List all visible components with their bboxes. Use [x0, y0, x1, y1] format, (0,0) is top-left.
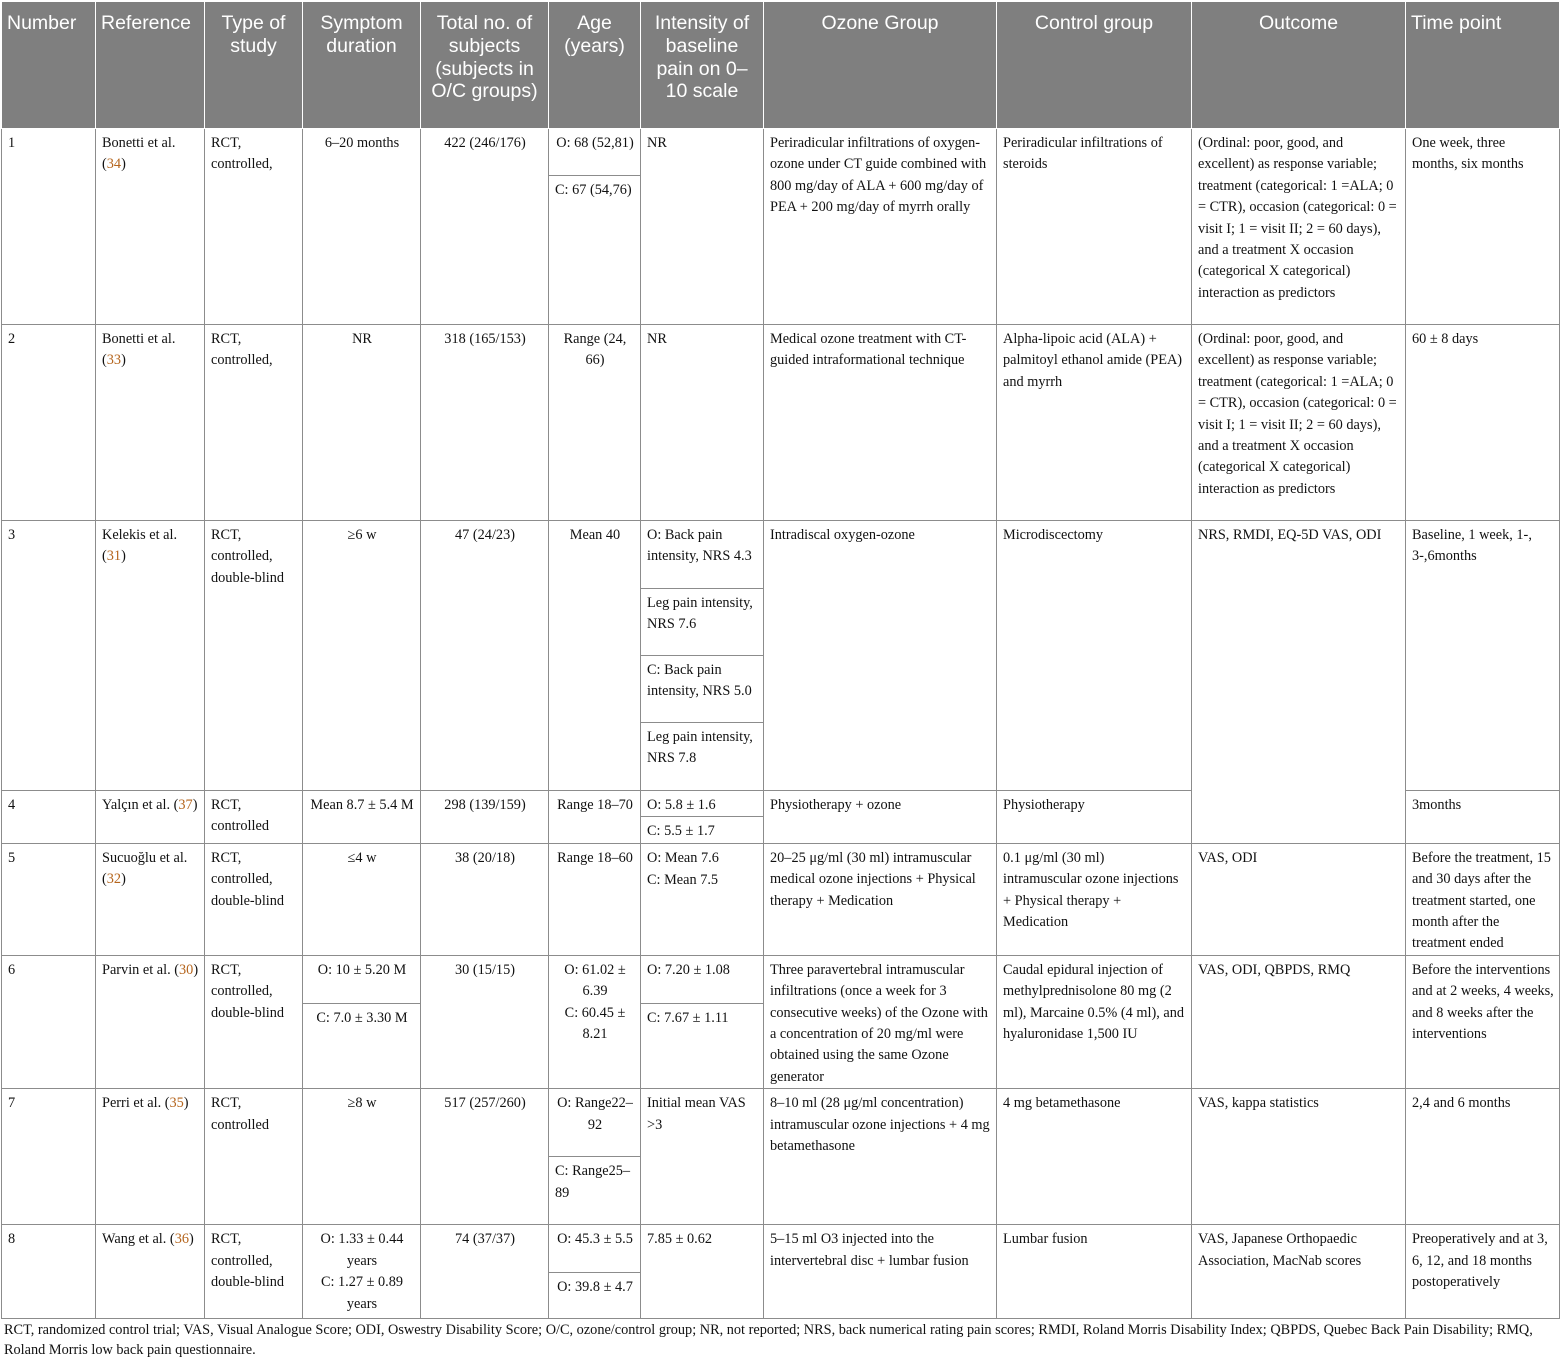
row-total: 47 (24/23): [421, 521, 549, 791]
row-intensity-ozone: O: 5.8 ± 1.6: [641, 791, 764, 817]
header-baseline-pain: Intensity of baseline pain on 0–10 scale: [641, 2, 764, 129]
row-intensity-control: C: 7.67 ± 1.11: [641, 1003, 764, 1089]
row-duration: ≥8 w: [303, 1089, 421, 1225]
row-total: 517 (257/260): [421, 1089, 549, 1225]
row-duration: NR: [303, 325, 421, 521]
row-intensity-control: C: Mean 7.5: [641, 870, 764, 955]
row-intensity-control-back: C: Back pain intensity, NRS 5.0: [641, 656, 764, 723]
row-number: 8: [2, 1225, 96, 1318]
header-number: Number: [2, 2, 96, 129]
row-total: 30 (15/15): [421, 955, 549, 1088]
row-time-point: 60 ± 8 days: [1406, 325, 1560, 521]
row-ozone-group: Intradiscal oxygen-ozone: [764, 521, 997, 791]
header-reference: Reference: [96, 2, 205, 129]
row-age: Range 18–70: [549, 791, 641, 844]
row-intensity-control-leg: Leg pain intensity, NRS 7.8: [641, 723, 764, 791]
row-time-point: Preoperatively and at 3, 6, 12, and 18 months postoperatively: [1406, 1225, 1560, 1318]
header-control-group: Control group: [997, 2, 1192, 129]
row-control-group: 4 mg betamethasone: [997, 1089, 1192, 1225]
row-duration: 6–20 months: [303, 129, 421, 325]
row-age-control: C: Range25–89: [549, 1157, 641, 1225]
header-symptom-duration: Symptom duration: [303, 2, 421, 129]
reference-link[interactable]: 34: [106, 156, 122, 173]
row-duration-control: C: 7.0 ± 3.30 M: [303, 1003, 421, 1089]
row-total: 74 (37/37): [421, 1225, 549, 1318]
row-number: 2: [2, 325, 96, 521]
reference-author: Wang et al.: [102, 1231, 167, 1248]
row-type: RCT, controlled,: [205, 129, 303, 325]
row-age: Range (24, 66): [549, 325, 641, 521]
row-number: 6: [2, 955, 96, 1088]
row-control-group: Physiotherapy: [997, 791, 1192, 844]
header-row: [2, 2, 1560, 129]
row-age-ozone: O: 61.02 ± 6.39: [549, 955, 641, 1003]
row-duration: ≤4 w: [303, 843, 421, 955]
row-outcome: NRS, RMDI, EQ-5D VAS, ODI: [1192, 521, 1406, 844]
table-row: [2, 521, 1560, 589]
row-outcome: (Ordinal: poor, good, and excellent) as response variable; treatment (categorical: 1 =ALA; 0 = CTR), occasion (categorical: 0 = visit I; 1 = visit II; 2 = 60 days), and a treatment X occasion (categorical X categorical) interaction as predictors: [1192, 325, 1406, 521]
reference-link[interactable]: 32: [106, 871, 122, 888]
row-intensity: 7.85 ± 0.62: [641, 1225, 764, 1318]
reference-author: Sucuoğlu et al.: [102, 849, 188, 866]
row-type: RCT, controlled,: [205, 325, 303, 521]
row-age-ozone: O: Range22–92: [549, 1089, 641, 1157]
row-duration-ozone: O: 10 ± 5.20 M: [303, 955, 421, 1003]
row-type: RCT, controlled, double-blind: [205, 1225, 303, 1318]
row-number: 3: [2, 521, 96, 791]
row-age-ozone: O: 45.3 ± 5.5: [549, 1225, 641, 1272]
row-reference: Yalçın et al. (37): [96, 791, 205, 844]
row-reference: Parvin et al. (30): [96, 955, 205, 1088]
row-intensity: NR: [641, 129, 764, 325]
row-reference: Bonetti et al. (34): [96, 129, 205, 325]
row-control-group: Periradicular infiltrations of steroids: [997, 129, 1192, 325]
row-control-group: Caudal epidural injection of methylprednisolone 80 mg (2 ml), Marcaine 0.5% (4 ml), and hyaluronidase 1,500 IU: [997, 955, 1192, 1088]
row-type: RCT, controlled, double-blind: [205, 843, 303, 955]
row-outcome: VAS, ODI: [1192, 843, 1406, 955]
reference-link[interactable]: 36: [174, 1231, 189, 1248]
row-type: RCT, controlled: [205, 1089, 303, 1225]
reference-link[interactable]: 31: [106, 548, 122, 565]
row-intensity: NR: [641, 325, 764, 521]
row-type: RCT, controlled: [205, 791, 303, 844]
row-duration-control: C: 1.27 ± 0.89 years: [303, 1272, 421, 1318]
table-row: [2, 843, 1560, 870]
row-intensity-ozone-back: O: Back pain intensity, NRS 4.3: [641, 521, 764, 589]
row-ozone-group: 5–15 ml O3 injected into the intervertebral disc + lumbar fusion: [764, 1225, 997, 1318]
row-intensity-ozone: O: Mean 7.6: [641, 843, 764, 870]
row-duration-ozone: O: 1.33 ± 0.44 years: [303, 1225, 421, 1272]
studies-table: [1, 1, 1560, 1319]
header-type-of-study: Type of study: [205, 2, 303, 129]
row-ozone-group: 20–25 μg/ml (30 ml) intramuscular medical ozone injections + Physical therapy + Medication: [764, 843, 997, 955]
reference-author: Kelekis et al.: [102, 527, 178, 543]
reference-link[interactable]: 35: [169, 1095, 184, 1112]
row-intensity: Initial mean VAS >3: [641, 1089, 764, 1225]
row-reference: Bonetti et al. (33): [96, 325, 205, 521]
row-reference: Wang et al. (36): [96, 1225, 205, 1318]
row-ozone-group: 8–10 ml (28 μg/ml concentration) intramuscular ozone injections + 4 mg betamethasone: [764, 1089, 997, 1225]
row-ozone-group: Physiotherapy + ozone: [764, 791, 997, 844]
table-row: [2, 955, 1560, 1003]
header-ozone-group: Ozone Group: [764, 2, 997, 129]
row-age-control: C: 60.45 ± 8.21: [549, 1003, 641, 1089]
reference-link[interactable]: 33: [106, 352, 122, 369]
reference-author: Yalçın et al.: [102, 797, 171, 813]
row-control-group: Lumbar fusion: [997, 1225, 1192, 1318]
header-total-subjects: Total no. of subjects (subjects in O/C groups): [421, 2, 549, 129]
row-ozone-group: Three paravertebral intramuscular infiltrations (once a week for 3 consecutive weeks) of the Ozone with a concentration of 20 mg/ml were obtained using the same Ozone generator: [764, 955, 997, 1088]
row-type: RCT, controlled, double-blind: [205, 955, 303, 1088]
reference-link[interactable]: 37: [178, 797, 193, 813]
header-outcome: Outcome: [1192, 2, 1406, 129]
row-age-ozone: O: 68 (52,81): [549, 129, 641, 176]
row-intensity-ozone: O: 7.20 ± 1.08: [641, 955, 764, 1003]
row-control-group: 0.1 μg/ml (30 ml) intramuscular ozone injections + Physical therapy + Medication: [997, 843, 1192, 955]
row-intensity-control: C: 5.5 ± 1.7: [641, 817, 764, 843]
row-number: 1: [2, 129, 96, 325]
row-total: 38 (20/18): [421, 843, 549, 955]
row-age-control: C: 67 (54,76): [549, 176, 641, 325]
header-time-point: Time point: [1406, 2, 1560, 129]
row-number: 4: [2, 791, 96, 844]
row-duration: Mean 8.7 ± 5.4 M: [303, 791, 421, 844]
header-age: Age (years): [549, 2, 641, 129]
row-outcome: (Ordinal: poor, good, and excellent) as response variable; treatment (categorical: 1 =ALA; 0 = CTR), occasion (categorical: 0 = visit I; 1 = visit II; 2 = 60 days), and a treatment X occasion (categorical X categorical) interaction as predictors: [1192, 129, 1406, 325]
row-ozone-group: Periradicular infiltrations of oxygen-ozone under CT guide combined with 800 mg/day of ALA + 600 mg/day of PEA + 200 mg/day of myrrh orally: [764, 129, 997, 325]
reference-author: Perri et al.: [102, 1095, 162, 1112]
row-duration: ≥6 w: [303, 521, 421, 791]
row-outcome: VAS, kappa statistics: [1192, 1089, 1406, 1225]
table-row: [2, 1225, 1560, 1272]
row-outcome: VAS, Japanese Orthopaedic Association, MacNab scores: [1192, 1225, 1406, 1318]
row-ozone-group: Medical ozone treatment with CT-guided intraformational technique: [764, 325, 997, 521]
row-control-group: Microdiscectomy: [997, 521, 1192, 791]
reference-link[interactable]: 30: [179, 961, 194, 978]
row-time-point: 3months: [1406, 791, 1560, 844]
row-type: RCT, controlled, double-blind: [205, 521, 303, 791]
row-age: Mean 40: [549, 521, 641, 791]
row-time-point: Before the interventions and at 2 weeks, 4 weeks, and 8 weeks after the interventions: [1406, 955, 1560, 1088]
row-reference: Kelekis et al. (31): [96, 521, 205, 791]
row-number: 5: [2, 843, 96, 955]
row-intensity-ozone-leg: Leg pain intensity, NRS 7.6: [641, 589, 764, 656]
table-footnote: RCT, randomized control trial; VAS, Visual Analogue Score; ODI, Oswestry Disability Score; O/C, ozone/control group; NR, not reported; NRS, back numerical rating pain scores; RMDI, Roland Morris Disability Index; QBPDS, Quebec Back Pain Disability; RMQ, Roland Morris low back pain questionnaire.: [4, 1322, 1533, 1358]
row-number: 7: [2, 1089, 96, 1225]
row-age-control: O: 39.8 ± 4.7: [549, 1272, 641, 1318]
reference-author: Bonetti et al.: [102, 135, 176, 151]
row-total: 422 (246/176): [421, 129, 549, 325]
row-reference: Perri et al. (35): [96, 1089, 205, 1225]
row-reference: Sucuoğlu et al. (32): [96, 843, 205, 955]
row-time-point: 2,4 and 6 months: [1406, 1089, 1560, 1225]
row-outcome: VAS, ODI, QBPDS, RMQ: [1192, 955, 1406, 1088]
row-age: Range 18–60: [549, 843, 641, 955]
reference-author: Bonetti et al.: [102, 331, 176, 347]
table-row: [2, 129, 1560, 176]
reference-author: Parvin et al.: [102, 961, 171, 978]
row-total: 318 (165/153): [421, 325, 549, 521]
row-total: 298 (139/159): [421, 791, 549, 844]
row-time-point: One week, three months, six months: [1406, 129, 1560, 325]
table-row: [2, 325, 1560, 521]
row-control-group: Alpha-lipoic acid (ALA) + palmitoyl ethanol amide (PEA) and myrrh: [997, 325, 1192, 521]
table-row: [2, 1089, 1560, 1157]
row-time-point: Baseline, 1 week, 1-, 3-,6months: [1406, 521, 1560, 791]
row-time-point: Before the treatment, 15 and 30 days after the treatment started, one month after the treatment ended: [1406, 843, 1560, 955]
